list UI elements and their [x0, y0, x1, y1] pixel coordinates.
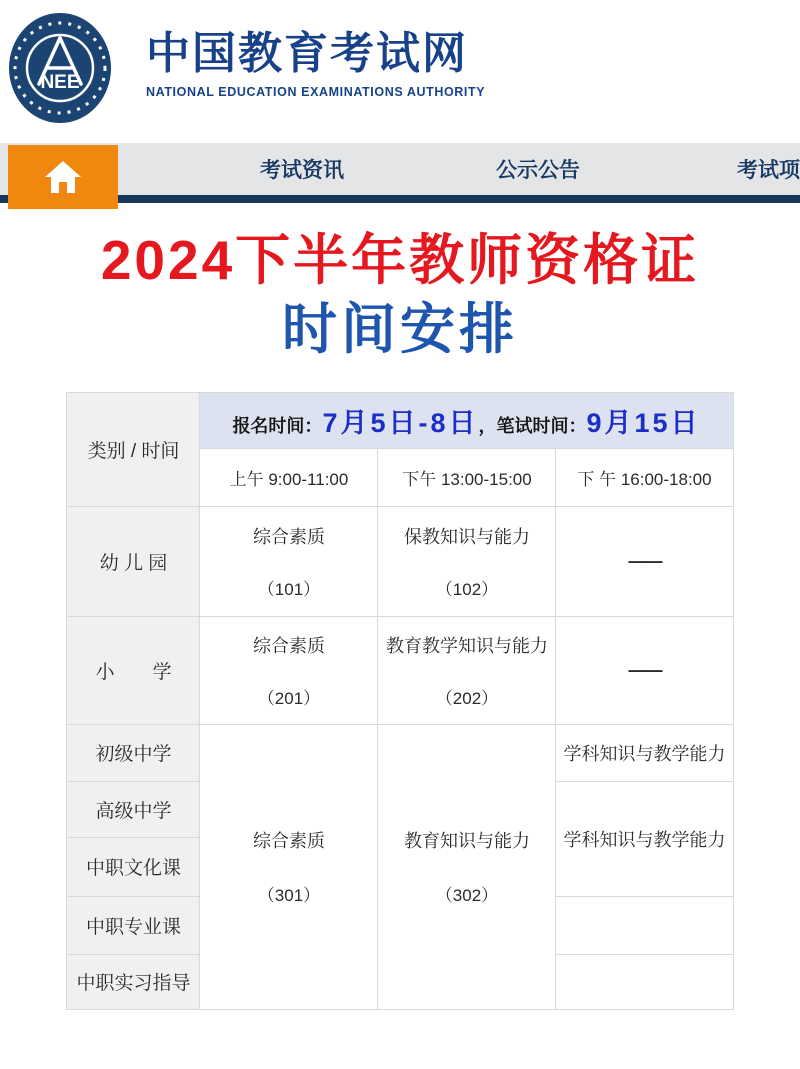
banner-separator: ， — [478, 415, 497, 436]
written-exam-date: 9月15日 — [586, 407, 701, 438]
neea-logo-emblem-icon — [8, 12, 112, 124]
category-primary-school: 小 学 — [67, 616, 200, 724]
subject-name: 保教知识与能力 — [403, 526, 530, 547]
nav-item-exam-news[interactable]: 考试资讯 — [260, 159, 344, 182]
table-row — [67, 392, 733, 448]
registration-label: 报名时间： — [232, 415, 323, 436]
site-subtitle: NATIONAL EDUCATION EXAMINATIONS AUTHORITY — [146, 85, 486, 100]
exam-schedule-table — [66, 392, 733, 1010]
table-row — [67, 724, 733, 781]
subject-cell — [200, 616, 378, 724]
neea-logo[interactable] — [8, 12, 112, 124]
subject-cell — [378, 506, 556, 616]
subject-name: 综合素质 — [252, 831, 325, 851]
subject-name: 综合素质 — [252, 635, 325, 656]
subject-code: （302） — [435, 886, 499, 905]
empty-cell — [556, 896, 733, 954]
nav-item-public-notices[interactable]: 公示公告 — [496, 159, 580, 182]
subject-code: （201） — [257, 688, 321, 708]
brand-block — [146, 30, 485, 99]
subject-cell-merged: 学科知识与教学能力 — [556, 781, 733, 896]
main-nav — [0, 143, 800, 203]
home-icon — [43, 159, 83, 195]
nav-item-exam-programs[interactable]: 考试项 — [737, 159, 800, 182]
subject-name: 综合素质 — [252, 526, 325, 547]
subject-code: （101） — [257, 579, 321, 599]
no-exam-cell: —— — [556, 616, 733, 724]
registration-banner-cell — [200, 392, 733, 448]
home-button[interactable] — [8, 145, 118, 209]
subject-name: 教育知识与能力 — [403, 831, 530, 851]
category-vocational-culture-course: 中职文化课 — [67, 837, 200, 896]
category-junior-middle-school: 初级中学 — [67, 724, 200, 781]
category-senior-middle-school: 高级中学 — [67, 781, 200, 837]
subject-cell-merged — [378, 724, 556, 1009]
subject-code: （301） — [257, 886, 321, 905]
category-vocational-specialty-course: 中职专业课 — [67, 896, 200, 954]
time-header-morning: 上午 9:00-11:00 — [200, 448, 378, 506]
subject-cell: 学科知识与教学能力 — [556, 724, 733, 781]
poster-title-line2: 时间安排 — [281, 298, 518, 361]
poster-title-line1: 2024下半年教师资格证 — [100, 229, 700, 291]
site-header — [0, 0, 800, 143]
subject-cell-merged — [200, 724, 378, 1009]
registration-dates: 7月5日-8日 — [322, 407, 479, 438]
subject-cell — [200, 506, 378, 616]
no-exam-cell: —— — [556, 506, 733, 616]
written-exam-label: 笔试时间： — [496, 415, 587, 436]
poster-title — [0, 229, 800, 362]
table-row — [67, 616, 733, 724]
subject-cell — [378, 616, 556, 724]
subject-code: （102） — [435, 579, 499, 599]
category-vocational-internship-guidance: 中职实习指导 — [67, 954, 200, 1009]
logo-text: NEE — [40, 72, 80, 93]
time-header-afternoon1: 下午 13:00-15:00 — [378, 448, 556, 506]
corner-header-cell: 类别 / 时间 — [67, 392, 200, 506]
subject-code: （202） — [435, 688, 499, 708]
time-header-afternoon2: 下 午 16:00-18:00 — [556, 448, 733, 506]
table-row — [67, 506, 733, 616]
empty-cell — [556, 954, 733, 1009]
category-kindergarten: 幼 儿 园 — [67, 506, 200, 616]
site-title: 中国教育考试网 — [146, 29, 468, 78]
subject-name: 教育教学知识与能力 — [385, 635, 548, 656]
